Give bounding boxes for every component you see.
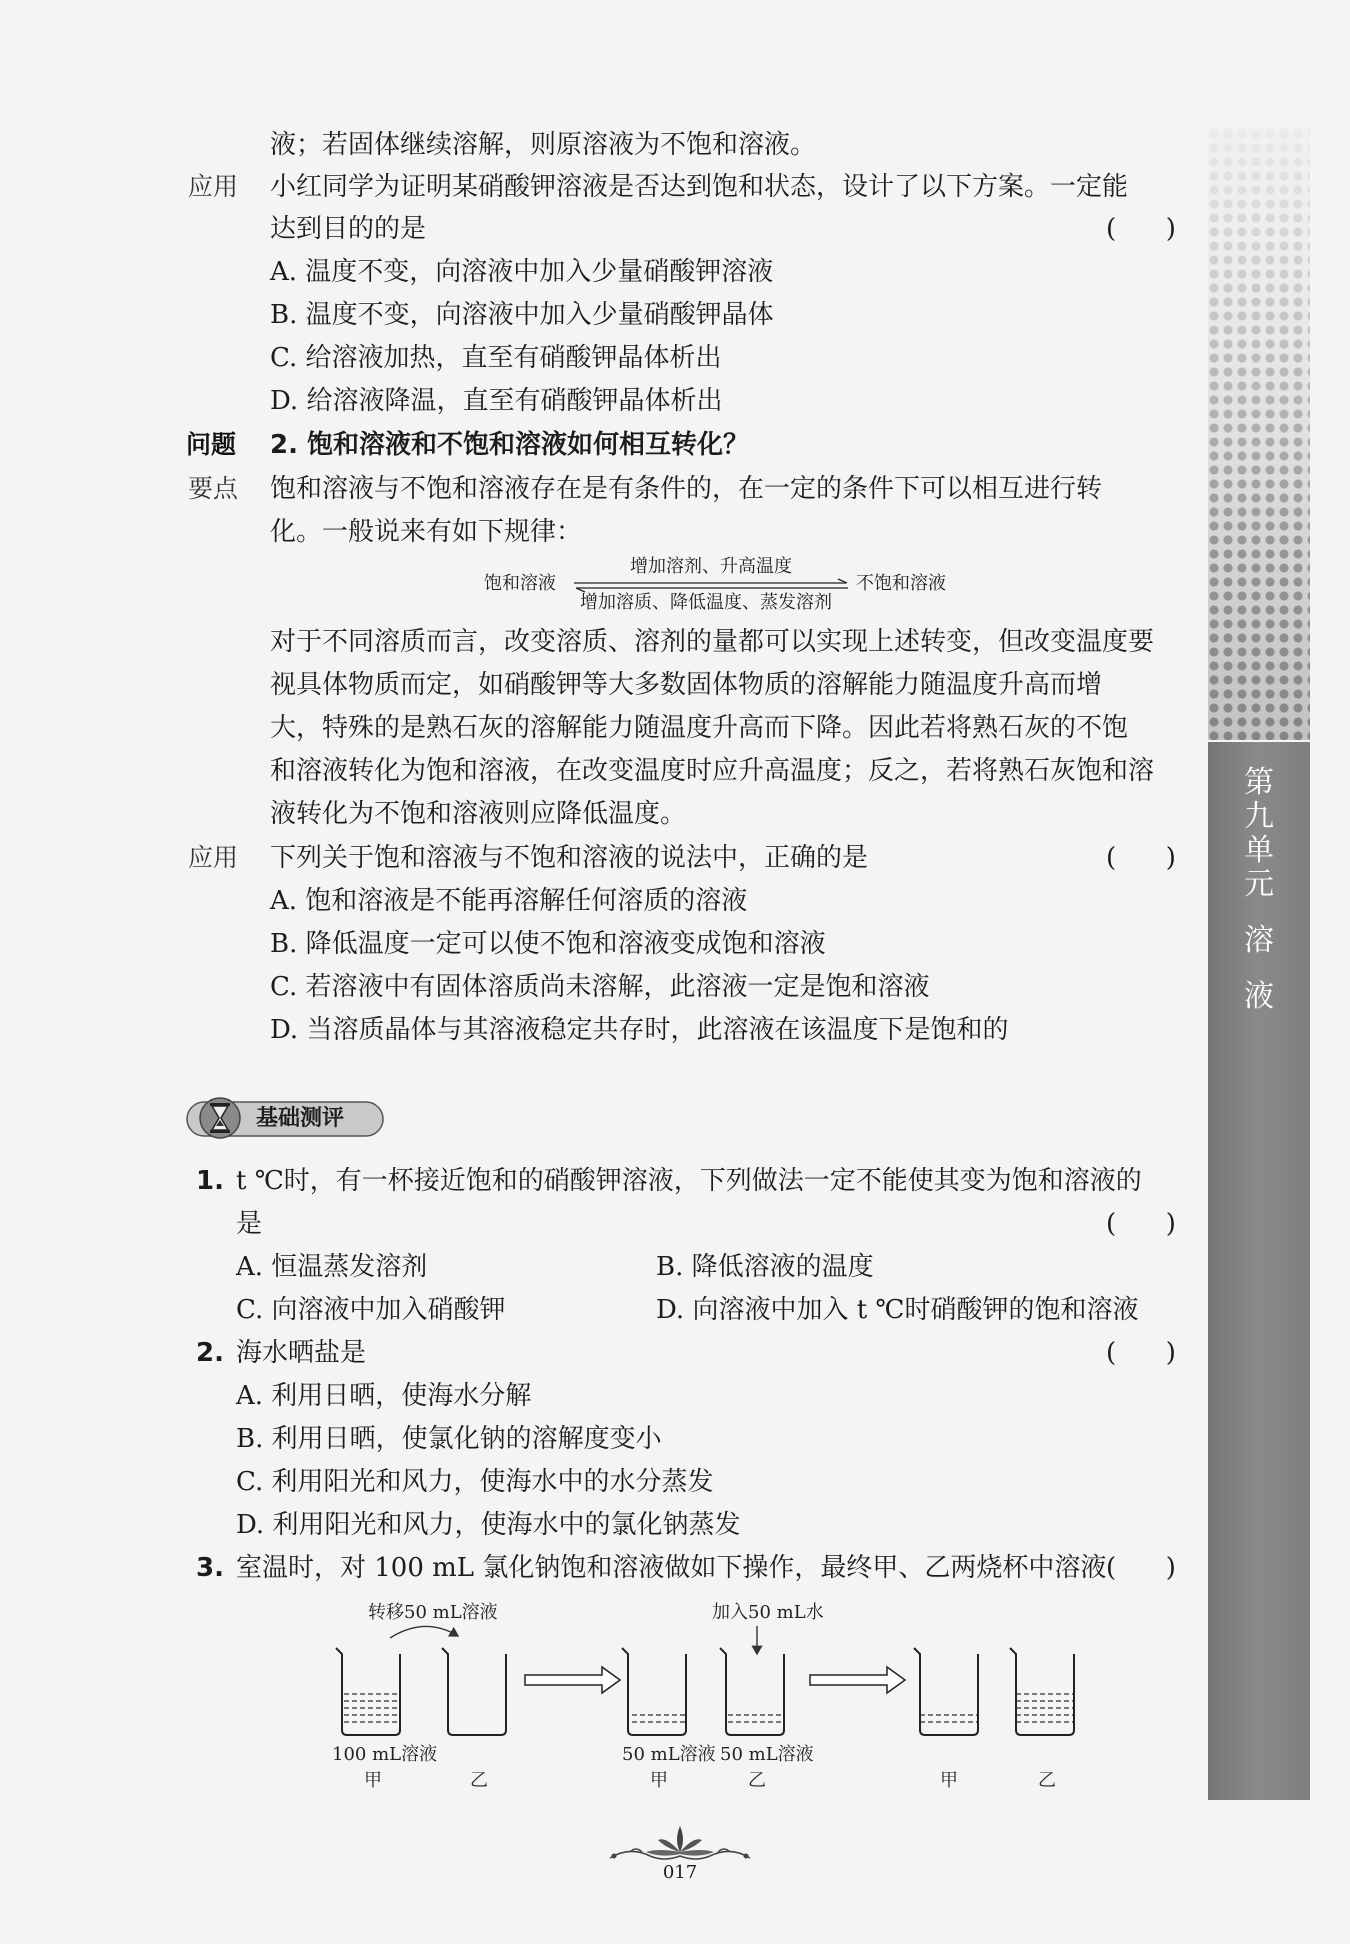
text-line: 饱和溶液与不饱和溶液存在是有条件的，在一定的条件下可以相互进行转 [270,474,1103,504]
text-line: 对于不同溶质而言，改变溶质、溶剂的量都可以实现上述转变，但改变温度要 [270,627,1155,657]
beaker-name-yi: 乙 [1038,1770,1056,1791]
beaker-name-jia: 甲 [650,1770,668,1791]
beaker-name-yi: 乙 [470,1770,488,1791]
beaker-yi-empty [442,1648,506,1735]
beaker-name-jia: 甲 [364,1770,382,1791]
option-c[interactable]: C. 若溶液中有固体溶质尚未溶解，此溶液一定是饱和溶液 [270,972,930,1002]
text-line: 化。一般说来有如下规律： [270,517,583,547]
option-d[interactable]: D. 利用阳光和风力，使海水中的氯化钠蒸发 [236,1510,741,1540]
tab-label-panel [1208,742,1310,1800]
answer-blank[interactable]: ( ) [1106,1209,1176,1239]
text-line: 液转化为不饱和溶液则应降低温度。 [270,799,687,829]
question-text: 室温时，对 100 mL 氯化钠饱和溶液做如下操作，最终甲、乙两烧杯中溶液 [236,1553,1107,1583]
option-d[interactable]: D. 给溶液降温，直至有硝酸钾晶体析出 [270,386,723,416]
option-b[interactable]: B. 降低溶液的温度 [656,1252,874,1282]
key-point-tag: 要点 [188,474,239,503]
option-b[interactable]: B. 降低温度一定可以使不饱和溶液变成饱和溶液 [270,929,826,959]
question-text: 下列关于饱和溶液与不饱和溶液的说法中，正确的是 [270,843,869,873]
text-line: 液；若固体继续溶解，则原溶液为不饱和溶液。 [270,130,817,160]
chapter-char: 元 [1244,867,1274,902]
beaker-volume-label: 50 mL溶液 [622,1744,716,1765]
page-footer [600,1818,760,1888]
answer-blank[interactable]: ( ) [1106,1553,1176,1583]
answer-blank[interactable]: ( ) [1106,843,1176,873]
option-d[interactable]: D. 当溶质晶体与其溶液稳定共存时，此溶液在该温度下是饱和的 [270,1015,1009,1045]
process-arrow [810,1667,905,1693]
chapter-char: 第 [1244,765,1274,800]
conversion-diagram [484,556,974,616]
text-line: 大，特殊的是熟石灰的溶解能力随温度升高而下降。因此若将熟石灰的不饱 [270,713,1129,743]
text-line: 和溶液转化为饱和溶液，在改变温度时应升高温度；反之，若将熟石灰饱和溶 [270,756,1155,786]
beaker-volume-label: 100 mL溶液 [332,1744,438,1765]
option-a[interactable]: A. 温度不变，向溶液中加入少量硝酸钾溶液 [270,257,774,287]
application-tag: 应用 [188,172,239,201]
conversion-top-condition: 增加溶剂、升高温度 [630,556,792,577]
option-c[interactable]: C. 利用阳光和风力，使海水中的水分蒸发 [236,1467,714,1497]
option-a[interactable]: A. 饱和溶液是不能再溶解任何溶质的溶液 [270,886,748,916]
question-text: 小红同学为证明某硝酸钾溶液是否达到饱和状态，设计了以下方案。一定能 [270,172,1129,202]
beaker-name-yi: 乙 [748,1770,766,1791]
beaker-yi-final [1010,1648,1074,1735]
beaker-volume-label: 50 mL溶液 [720,1744,814,1765]
section-header [186,1096,384,1140]
question-text: 海水晒盐是 [236,1338,367,1368]
option-b[interactable]: B. 利用日晒，使氯化钠的溶解度变小 [236,1424,662,1454]
option-c[interactable]: C. 给溶液加热，直至有硝酸钾晶体析出 [270,343,722,373]
option-d[interactable]: D. 向溶液中加入 t ℃时硝酸钾的饱和溶液 [656,1295,1139,1325]
add-water-label: 加入50 mL水 [712,1602,824,1623]
conversion-left: 饱和溶液 [484,573,556,594]
beaker-diagram [320,1600,1100,1800]
tab-pattern-fade [1208,128,1310,740]
beaker-name-jia: 甲 [940,1770,958,1791]
chapter-char: 溶 [1244,923,1274,958]
question-text: t ℃时，有一杯接近饱和的硝酸钾溶液，下列做法一定不能使其变为饱和溶液的 [236,1166,1142,1196]
chapter-char: 单 [1244,833,1274,868]
question-text: 达到目的的是 [270,214,427,244]
beaker-yi-mid [720,1648,784,1735]
option-a[interactable]: A. 利用日晒，使海水分解 [236,1381,532,1411]
conversion-right: 不饱和溶液 [856,573,946,594]
conversion-bottom-condition: 增加溶质、降低温度、蒸发溶剂 [580,592,832,613]
beaker-jia-final [914,1648,978,1735]
option-a[interactable]: A. 恒温蒸发溶剂 [236,1252,428,1282]
chapter-char: 液 [1244,979,1274,1014]
problem-title: 2. 饱和溶液和不饱和溶液如何相互转化？ [270,430,750,460]
question-number: 3. [196,1553,224,1583]
text-line: 视具体物质而定，如硝酸钾等大多数固体物质的溶解能力随温度升高而增 [270,670,1103,700]
section-title: 基础测评 [256,1106,345,1131]
floral-ornament-icon [600,1818,760,1866]
beaker-jia-mid [622,1648,686,1735]
question-number: 2. [196,1338,224,1368]
option-b[interactable]: B. 温度不变，向溶液中加入少量硝酸钾晶体 [270,300,774,330]
transfer-arrow [390,1626,458,1638]
answer-blank[interactable]: ( ) [1106,1338,1176,1368]
application-tag: 应用 [188,843,239,872]
problem-tag: 问题 [186,430,237,459]
transfer-label: 转移50 mL溶液 [368,1602,498,1623]
chapter-tab [1208,128,1310,1800]
question-number: 1. [196,1166,224,1196]
beaker-jia-start [336,1648,400,1735]
answer-blank[interactable]: ( ) [1106,214,1176,244]
page-number: 017 [662,1862,698,1883]
option-c[interactable]: C. 向溶液中加入硝酸钾 [236,1295,506,1325]
question-text: 是 [236,1209,263,1239]
chapter-label [1208,766,1310,1014]
chapter-char: 九 [1244,799,1274,834]
process-arrow [525,1667,620,1693]
